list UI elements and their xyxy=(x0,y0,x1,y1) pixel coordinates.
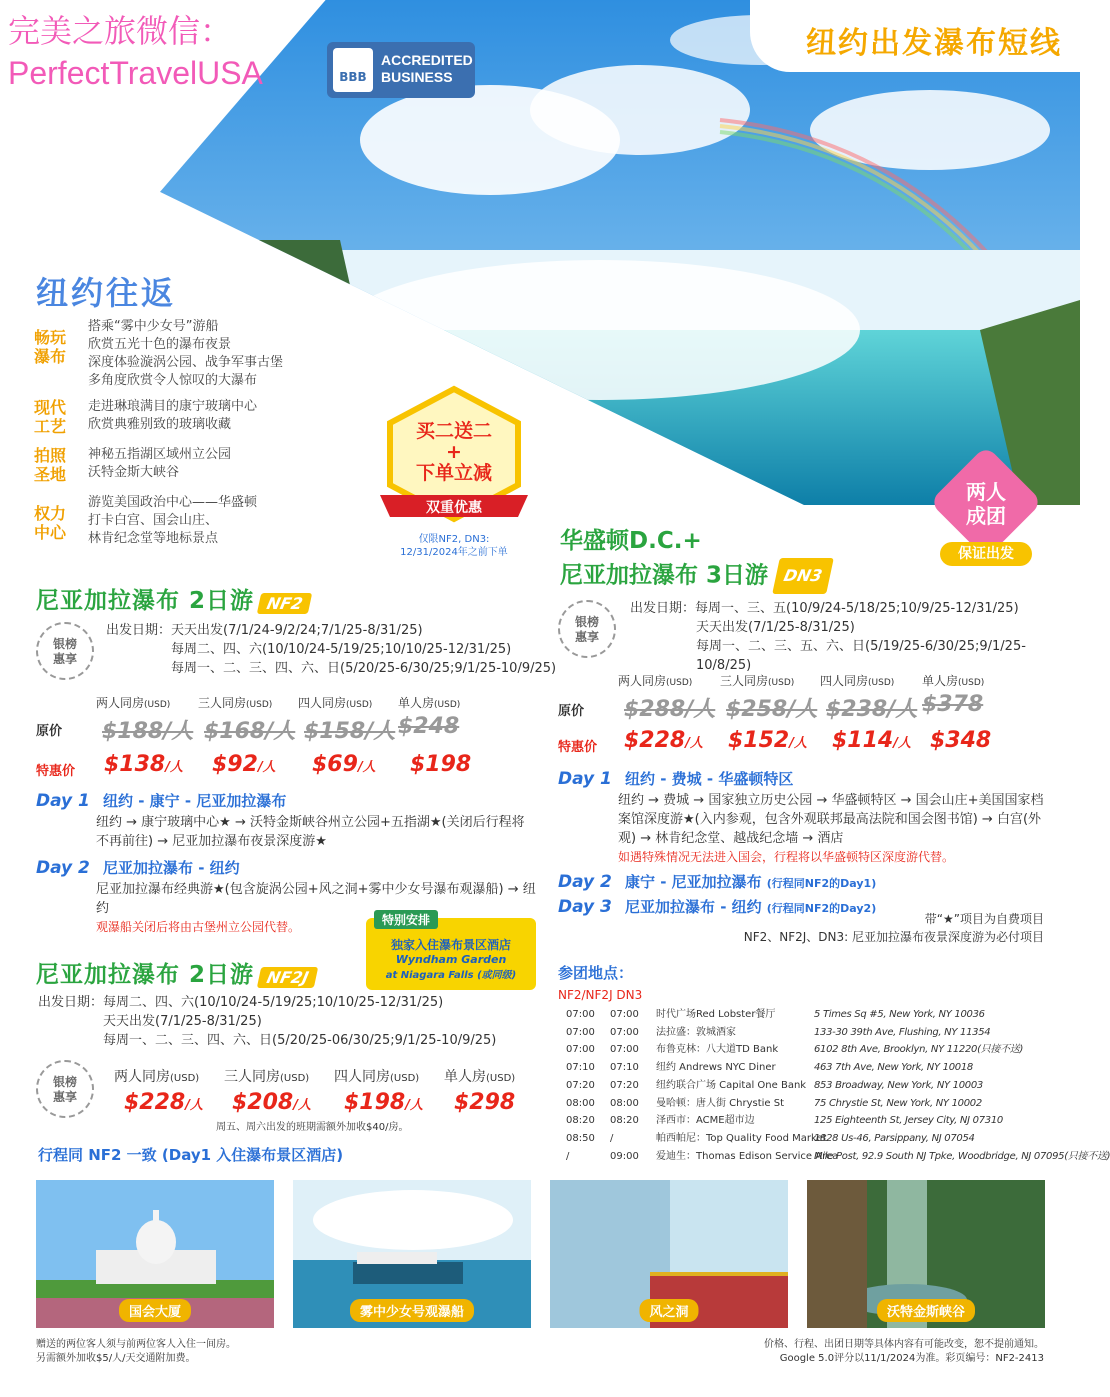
promo-plus: + xyxy=(446,441,462,463)
pickup-place: 纽约 Andrews NYC Diner xyxy=(656,1062,776,1074)
per-person: /人 xyxy=(165,760,183,775)
dn3-orig-price: $288/人 xyxy=(624,697,716,722)
dn3-sale-price: $228 xyxy=(624,728,686,753)
pickup-row xyxy=(566,1024,1050,1042)
dn3-day2-sub: (行程同NF2的Day1) xyxy=(766,877,877,890)
nf2j-same-note: 行程同 NF2 一致 (Day1 入住瀑布景区酒店) xyxy=(38,1146,344,1164)
pickup-address: 6102 8th Ave, Brooklyn, NY 11220(只接不送) xyxy=(814,1044,1024,1056)
dn3-date-1: 天天出发(7/1/25-8/31/25) xyxy=(696,620,855,635)
usd-label: (USD) xyxy=(434,700,461,710)
pickup-time-dn3: 07:00 xyxy=(610,1044,639,1056)
per-person: /人 xyxy=(185,1098,203,1113)
per-person: /人 xyxy=(893,736,911,751)
highlight-line: 打卡白宫、国会山庄、 xyxy=(88,513,219,528)
nf2-orig-price: $248 xyxy=(398,714,460,739)
pickup-address: 125 Eighteenth St, Jersey City, NJ 07310 xyxy=(814,1115,1003,1127)
highlight-tag: 权力 中心 xyxy=(34,504,67,542)
dn3-foot2: NF2、NF2J、DN3: 尼亚加拉瀑布夜景深度游为必付项目 xyxy=(743,930,1044,944)
nf2-date-0: 出发日期：天天出发(7/1/24-9/2/24;7/1/25-8/31/25) xyxy=(106,623,423,638)
pickup-place: 纽约联合广场 Capital One Bank xyxy=(656,1079,807,1091)
nf2-sale-price: $198 xyxy=(410,752,472,777)
nf2-date-2: 每周一、二、三、四、六、日(5/20/25-6/30/25;9/1/25-10/9/25) xyxy=(171,661,557,676)
nf2-sale-price: $92 xyxy=(212,752,258,777)
dn3-itinerary xyxy=(558,768,1054,917)
pickup-place: 帕西帕尼：Top Quality Food Market xyxy=(656,1132,827,1144)
dn3-day2-title: 康宁 - 尼亚加拉瀑布 xyxy=(624,873,762,891)
nf2-title-row xyxy=(36,582,311,615)
nf2-dates xyxy=(106,621,556,678)
bbb-line1: ACCREDITED xyxy=(381,52,473,68)
photo-caption: 风之洞 xyxy=(639,1299,698,1322)
per-person: /人 xyxy=(257,760,276,775)
pickup-time-dn3: 07:00 xyxy=(610,1009,639,1020)
dn3-title xyxy=(560,524,830,594)
photo-caption: 国会大厦 xyxy=(119,1299,191,1322)
pickup-row xyxy=(566,1006,1050,1024)
pickup-time-nf2: 07:10 xyxy=(566,1062,595,1074)
pickup-address: 463 7th Ave, New York, NY 10018 xyxy=(814,1062,973,1074)
highlight-line: 欣赏典雅别致的玻璃收藏 xyxy=(88,417,232,432)
photo-caption: 沃特金斯峡谷 xyxy=(877,1299,975,1322)
footer-left-line1: 赠送的两位客人须与前两位客人入住一间房。 xyxy=(36,1339,236,1350)
two-person-badge xyxy=(924,462,1048,572)
per-person: /人 xyxy=(357,760,376,775)
pickup-row xyxy=(566,1148,1110,1166)
pickup-title: 参团地点： xyxy=(558,964,634,982)
pickup-address: 5 Times Sq #5, New York, NY 10036 xyxy=(814,1009,985,1020)
watermark-line2: PerfectTravelUSA xyxy=(8,55,263,91)
usd-label: (USD) xyxy=(346,700,373,710)
nf2j-sale-price: $228 xyxy=(124,1090,186,1115)
nf2-day1-desc: 纽约 → 康宁玻璃中心★ → 沃特金斯峡谷州立公园+五指湖★(关闭后行程将不再前往) → 尼亚加拉瀑布夜景深度游★ xyxy=(96,815,525,849)
guaranteed-tag: 保证出发 xyxy=(940,542,1032,566)
dn3-code: DN3 xyxy=(772,558,833,594)
usd-label: (USD) xyxy=(390,1073,420,1084)
usd-label: (USD) xyxy=(170,1073,200,1084)
pickup-time-nf2: 07:00 xyxy=(566,1044,595,1056)
pickup-time-nf2: 08:50 xyxy=(566,1132,595,1144)
dn3-day1-title: 纽约 - 费城 - 华盛顿特区 xyxy=(624,770,794,788)
medal-badge: 银榜 惠享 xyxy=(36,1060,94,1118)
nf2-day2-label: Day 2 xyxy=(36,858,90,878)
nf2j-title-row xyxy=(36,956,317,989)
two-person-line2: 成团 xyxy=(966,504,1006,528)
nf2-orig-label: 原价 xyxy=(36,724,63,739)
pickup-table xyxy=(566,1006,1110,1165)
dn3-day1-note: 如遇特殊情况无法进入国会，行程将以华盛顿特区深度游代替。 xyxy=(618,850,955,864)
nf2-title: 尼亚加拉瀑布 2日游 xyxy=(36,588,255,614)
per-person: /人 xyxy=(293,1098,311,1113)
nf2-sale-label: 特惠价 xyxy=(36,764,76,779)
bbb-logo: BBB xyxy=(333,48,373,92)
nf2j-room-label: 单人房 xyxy=(444,1069,486,1085)
footer-left xyxy=(36,1338,236,1366)
dn3-dates xyxy=(630,599,1080,675)
nf2-orig-price: $158/人 xyxy=(304,719,396,744)
highlight-line: 游览美国政治中心——华盛顿 xyxy=(88,495,258,510)
pickup-row xyxy=(566,1059,1050,1077)
nf2j-date-2: 每周一、二、三、四、六、日(5/20/25-06/30/25;9/1/25-10/9/25) xyxy=(103,1033,497,1048)
highlight-line: 多角度欣赏令人惊叹的大瀑布 xyxy=(88,373,258,388)
dn3-title2: 尼亚加拉瀑布 3日游 xyxy=(560,562,769,589)
dn3-day3-title: 尼亚加拉瀑布 - 纽约 xyxy=(624,898,762,916)
dn3-orig-price: $238/人 xyxy=(826,697,918,722)
medal-badge: 银榜 惠享 xyxy=(558,600,616,658)
two-person-line1: 两人 xyxy=(966,480,1006,504)
bbb-accredited-badge xyxy=(327,42,475,98)
highlight-item xyxy=(34,318,334,390)
pickup-row xyxy=(566,1041,1050,1059)
footer-left-line2: 另需额外加收$5/人/天交通附加费。 xyxy=(36,1353,196,1364)
promo-note2: 12/31/2024年之前下单 xyxy=(400,547,508,558)
nf2j-code: NF2J xyxy=(257,967,319,988)
dn3-day2-label: Day 2 xyxy=(558,872,612,892)
dn3-room-label: 四人同房 xyxy=(820,674,869,688)
highlight-line: 深度体验漩涡公园、战争军事古堡 xyxy=(88,355,284,370)
per-person: /人 xyxy=(685,736,703,751)
pickup-place: 法拉盛：敦城酒家 xyxy=(656,1026,736,1038)
usd-label: (USD) xyxy=(144,700,171,710)
promo-line3: 下单立减 xyxy=(415,462,492,484)
nf2-orig-price: $188/人 xyxy=(102,719,194,744)
pickup-time-dn3: 07:10 xyxy=(610,1062,639,1074)
highlight-tag: 畅玩 瀑布 xyxy=(34,328,67,366)
dn3-sale-price: $348 xyxy=(930,728,992,753)
photo-capitol xyxy=(36,1180,274,1328)
nf2j-room-label: 三人同房 xyxy=(224,1069,280,1085)
nf2-day2-note: 观瀑船关闭后将由古堡州立公园代替。 xyxy=(96,920,301,934)
usd-label: (USD) xyxy=(958,678,985,688)
nf2-price-table xyxy=(36,692,536,782)
nf2-orig-price: $168/人 xyxy=(204,719,296,744)
pickup-place: 布鲁克林：八大道TD Bank xyxy=(656,1044,779,1056)
nf2j-sale-price: $198 xyxy=(344,1090,406,1115)
pickup-time-dn3: 09:00 xyxy=(610,1150,639,1162)
pickup-time-nf2: / xyxy=(566,1150,570,1162)
dn3-sale-price: $152 xyxy=(728,728,790,753)
pickup-address: 75 Chrystie St, New York, NY 10002 xyxy=(814,1097,982,1109)
usd-label: (USD) xyxy=(868,678,895,688)
dn3-day3-label: Day 3 xyxy=(558,897,612,917)
dn3-price-table xyxy=(558,670,1058,760)
nf2-room-label: 单人房 xyxy=(398,696,435,710)
usd-label: (USD) xyxy=(768,678,795,688)
pickup-time-dn3: 08:00 xyxy=(610,1097,639,1109)
pickup-row xyxy=(566,1130,1050,1148)
usd-label: (USD) xyxy=(280,1073,310,1084)
footer-right xyxy=(640,1338,1044,1366)
pickup-codes: NF2/NF2J DN3 xyxy=(558,988,643,1002)
nf2-room-label: 三人同房 xyxy=(198,696,247,710)
usd-label: (USD) xyxy=(666,678,693,688)
dn3-orig-price: $378 xyxy=(922,692,984,717)
dn3-foot1: 带“★”项目为自费项目 xyxy=(924,912,1044,926)
dn3-day3-sub: (行程同NF2的Day2) xyxy=(766,902,877,915)
nf2-room-label: 两人同房 xyxy=(96,696,145,710)
pickup-time-nf2: 07:00 xyxy=(566,1009,595,1020)
special-line3: at Niagara Falls (或同级) xyxy=(385,970,517,981)
pickup-place: 泽西市：ACME超市边 xyxy=(656,1115,755,1127)
bbb-line2: BUSINESS xyxy=(381,69,453,85)
highlight-line: 神秘五指湖区域州立公园 xyxy=(88,447,232,462)
photo-caption: 雾中少女号观瀑船 xyxy=(350,1299,474,1322)
nf2-day1-title: 纽约 - 康宁 - 尼亚加拉瀑布 xyxy=(102,792,287,810)
nf2j-dates xyxy=(38,993,496,1050)
dn3-date-0: 出发日期：每周一、三、五(10/9/24-5/18/25;10/9/25-12/31/25) xyxy=(630,601,1019,616)
highlight-line: 走进琳琅满目的康宁玻璃中心 xyxy=(88,399,258,414)
highlight-line: 搭乘“雾中少女号”游船 xyxy=(88,319,219,334)
promo-note1: 仅限NF2, DN3: xyxy=(418,534,490,545)
highlight-tag: 现代 工艺 xyxy=(34,398,67,436)
promo-line1: 买二送二 xyxy=(415,420,492,442)
dn3-room-label: 单人房 xyxy=(922,674,959,688)
pickup-place: 爱迪生：Thomas Edison Service Area xyxy=(656,1150,839,1162)
pickup-time-nf2: 07:20 xyxy=(566,1079,595,1091)
highlight-line: 欣赏五光十色的瀑布夜景 xyxy=(88,337,232,352)
pickup-time-dn3: 07:00 xyxy=(610,1026,639,1038)
photo-cave-of-the-winds xyxy=(550,1180,788,1328)
per-person: /人 xyxy=(789,736,807,751)
pickup-time-nf2: 08:20 xyxy=(566,1115,595,1127)
watermark-line1: 完美之旅微信： xyxy=(8,13,233,49)
nf2-day2-desc: 尼亚加拉瀑布经典游★(包含旋涡公园+风之洞+雾中少女号瀑布观瀑船) → 纽约 xyxy=(96,882,536,916)
nf2j-room-label: 两人同房 xyxy=(114,1069,170,1085)
dn3-day1-label: Day 1 xyxy=(558,769,612,789)
dn3-sale-price: $114 xyxy=(832,728,894,753)
promo-badge xyxy=(380,385,528,565)
nf2-day1-label: Day 1 xyxy=(36,791,90,811)
highlight-item xyxy=(34,494,334,548)
dn3-date-2: 每周一、二、三、五、六、日(5/19/25-6/30/25;9/1/25-10/8/25) xyxy=(696,639,1026,673)
dn3-title1: 华盛顿D.C.+ xyxy=(560,528,702,554)
usd-label: (USD) xyxy=(486,1073,516,1084)
nf2j-sale-price: $208 xyxy=(232,1090,294,1115)
ny-round-highlights xyxy=(34,318,334,556)
medal-badge: 银榜 惠享 xyxy=(36,622,94,680)
pickup-place: 曼哈顿：唐人街 Chrystie St xyxy=(656,1097,785,1109)
dn3-sale-label: 特惠价 xyxy=(558,740,598,755)
nf2j-sale-price: $298 xyxy=(454,1090,516,1115)
per-person: /人 xyxy=(405,1098,423,1113)
highlight-line: 沃特金斯大峡谷 xyxy=(88,465,180,480)
nf2-day2-title: 尼亚加拉瀑布 - 纽约 xyxy=(102,859,240,877)
highlight-item xyxy=(34,446,334,486)
special-tag: 特别安排 xyxy=(374,910,438,929)
pickup-time-dn3: 08:20 xyxy=(610,1115,639,1127)
pickup-place: 时代广场Red Lobster餐厅 xyxy=(656,1009,776,1020)
header-tag-text: 纽约出发瀑布短线 xyxy=(806,26,1062,61)
dn3-room-label: 两人同房 xyxy=(618,674,667,688)
nf2j-title: 尼亚加拉瀑布 2日游 xyxy=(36,962,255,988)
highlight-item xyxy=(34,398,334,438)
dn3-room-label: 三人同房 xyxy=(720,674,769,688)
nf2-itinerary xyxy=(36,790,536,935)
nf2-sale-price: $138 xyxy=(104,752,166,777)
photo-maid-of-the-mist xyxy=(293,1180,531,1328)
nf2j-room-label: 四人同房 xyxy=(334,1069,390,1085)
nf2j-note: 周五、周六出发的班期需额外加收$40/房。 xyxy=(216,1122,409,1133)
pickup-time-dn3: 07:20 xyxy=(610,1079,639,1091)
promo-ribbon: 双重优惠 xyxy=(426,500,482,516)
nf2j-date-0: 出发日期：每周二、四、六(10/10/24-5/19/25;10/10/25-12/31/25) xyxy=(38,995,444,1010)
pickup-row xyxy=(566,1077,1050,1095)
nf2-room-label: 四人同房 xyxy=(298,696,347,710)
pickup-row xyxy=(566,1095,1050,1113)
nf2-sale-price: $69 xyxy=(312,752,358,777)
nf2-code: NF2 xyxy=(257,593,313,614)
pickup-address: 133-30 39th Ave, Flushing, NY 11354 xyxy=(814,1026,991,1038)
nf2j-special-badge xyxy=(366,913,536,990)
highlight-tag: 拍照 圣地 xyxy=(34,446,67,484)
pickup-address: 853 Broadway, New York, NY 10003 xyxy=(814,1079,983,1091)
nf2-date-1: 每周二、四、六(10/10/24-5/19/25;10/10/25-12/31/25) xyxy=(171,642,512,657)
nf2j-date-1: 天天出发(7/1/25-8/31/25) xyxy=(103,1014,262,1029)
pickup-time-nf2: 07:00 xyxy=(566,1026,595,1038)
special-line1: 独家入住瀑布景区酒店 xyxy=(390,938,511,952)
footer-right-line2: Google 5.0评分以11/1/2024为准。彩页编号：NF2-2413 xyxy=(779,1353,1044,1364)
dn3-orig-label: 原价 xyxy=(558,704,585,719)
pickup-row xyxy=(566,1112,1050,1130)
pickup-address: 1828 Us-46, Parsippany, NJ 07054 xyxy=(814,1132,975,1144)
footer-right-line1: 价格、行程、出团日期等具体内容有可能改变，恕不提前通知。 xyxy=(764,1339,1044,1350)
dn3-footnotes xyxy=(600,910,1044,946)
dn3-day1-desc: 纽约 → 费城 → 国家独立历史公园 → 华盛顿特区 → 国会山庄+美国国家档案馆深度游★(入内参观，包含外观联邦最高法院和国会图书馆) → 白宫(外观) → 林肯纪念堂、越战纪念墙 → 酒店 xyxy=(618,793,1044,846)
photo-watkins-glen xyxy=(807,1180,1045,1328)
dn3-orig-price: $258/人 xyxy=(726,697,818,722)
highlight-line: 林肯纪念堂等地标景点 xyxy=(88,531,219,546)
special-line2: Wyndham Garden xyxy=(395,953,507,966)
header-tag xyxy=(750,0,1080,72)
usd-label: (USD) xyxy=(246,700,273,710)
pickup-time-dn3: / xyxy=(610,1132,614,1144)
pickup-address: Mile Post, 92.9 South NJ Tpke, Woodbridge, NJ 07095(只接不送) xyxy=(814,1150,1110,1162)
ny-round-title: 纽约往返 xyxy=(36,274,177,312)
pickup-time-nf2: 08:00 xyxy=(566,1097,595,1109)
